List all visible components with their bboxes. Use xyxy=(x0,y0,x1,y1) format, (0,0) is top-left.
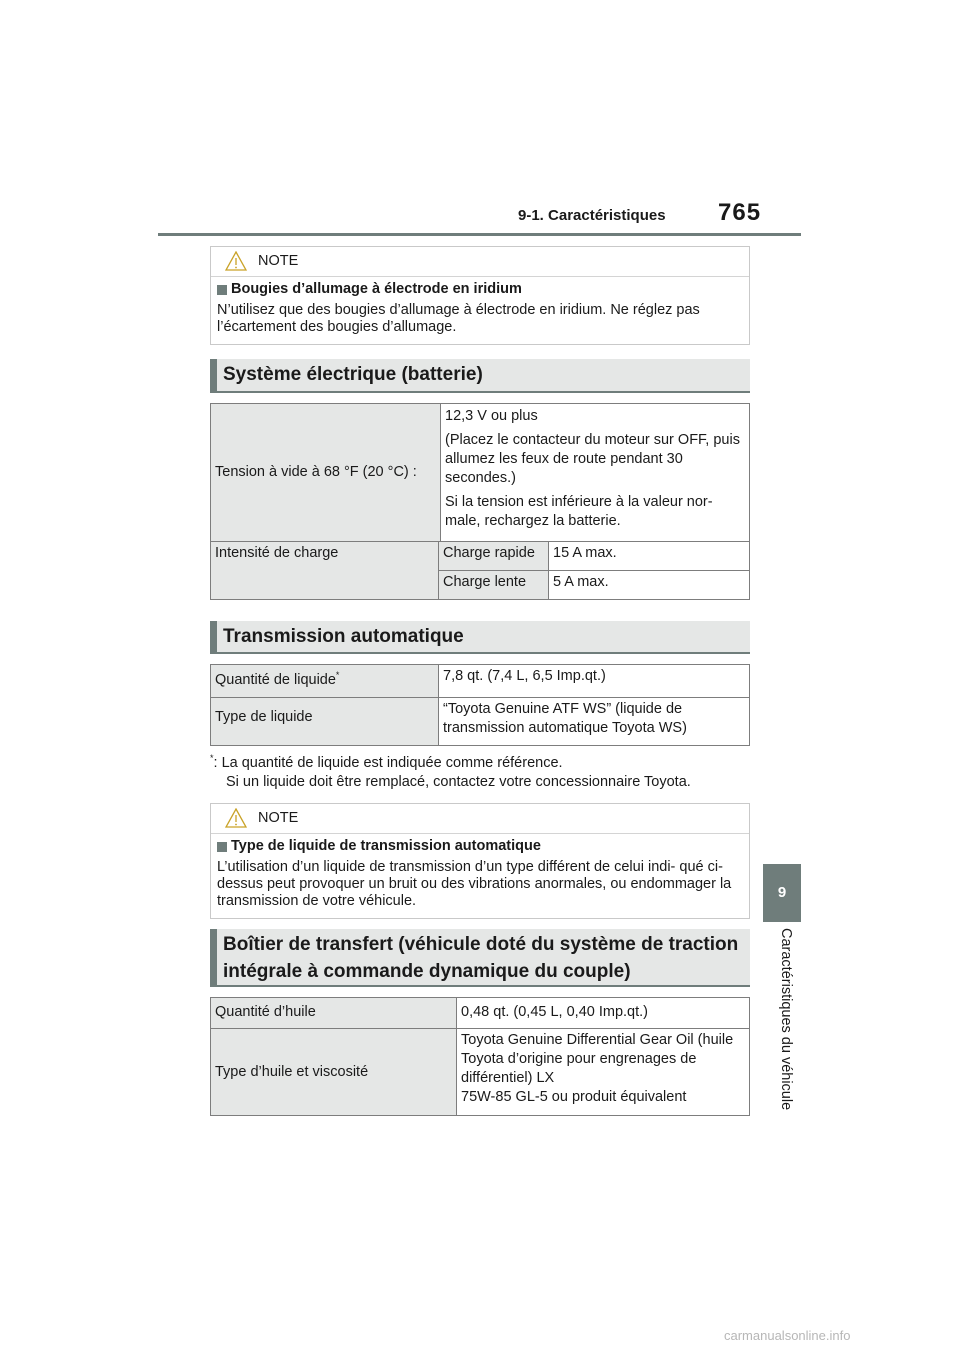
table-cell-value: 7,8 qt. (7,4 L, 6,5 Imp.qt.) xyxy=(439,665,750,698)
section-title-line: Boîtier de transfert (véhicule doté du système de traction xyxy=(223,934,739,955)
note-header xyxy=(211,247,749,277)
footnote-text: : La quantité de liquide est indiquée comme référence. xyxy=(213,755,563,771)
note-box-atf xyxy=(210,803,750,919)
table-cell-value: 0,48 qt. (0,45 L, 0,40 Imp.qt.) xyxy=(457,998,750,1029)
chapter-tab: 9 xyxy=(763,864,801,922)
transfer-table xyxy=(210,997,750,1116)
table-cell-value xyxy=(457,1029,750,1116)
section-header-transmission xyxy=(210,621,750,654)
note-text: L’utilisation d’un liquide de transmission d’un type différent de celui indi- qué ci-dessus peut provoquer un bruit ou des vibrations anormales, ou endommager la transmission de votre véhicule. xyxy=(217,859,732,909)
section-title-line: intégrale à commande dynamique du couple) xyxy=(223,961,631,982)
note-label: NOTE xyxy=(258,253,299,269)
warning-icon xyxy=(225,251,247,271)
note-subtitle-text: Bougies d’allumage à électrode en iridium xyxy=(231,281,522,297)
table-cell-label: Quantité d’huile xyxy=(211,998,457,1029)
value-paragraph: (Placez le contacteur du moteur sur OFF, puis allumez les feux de route pendant 30 secondes.) xyxy=(445,432,740,486)
battery-table xyxy=(210,403,750,600)
table-cell-label: Type de liquide xyxy=(211,698,439,746)
note-subtitle xyxy=(217,281,743,298)
value-paragraph: Toyota Genuine Differential Gear Oil (huile Toyota d’origine pour engrenages de différentiel) LX xyxy=(461,1032,734,1086)
table-cell-value: 15 A max. xyxy=(549,542,750,571)
square-bullet-icon xyxy=(217,285,227,295)
table-cell-label: Charge rapide xyxy=(439,542,549,571)
table-row xyxy=(211,1029,750,1116)
section-header-transfer xyxy=(210,929,750,987)
value-paragraph: 75W-85 GL-5 ou produit équivalent xyxy=(461,1089,687,1105)
note-text: N’utilisez que des bougies d’allumage à électrode en iridium. Ne réglez pas l’écartement des bougies d’allumage. xyxy=(217,302,700,335)
footnote-mark: * xyxy=(210,753,214,764)
note-body xyxy=(211,277,749,344)
table-cell-label: Type d’huile et viscosité xyxy=(211,1029,457,1116)
section-title: 9-1. Caractéristiques xyxy=(518,207,666,224)
table-cell-label xyxy=(211,665,439,698)
table-cell-value xyxy=(441,404,750,542)
warning-icon xyxy=(225,808,247,828)
footnote-line1 xyxy=(210,754,750,773)
section-bar xyxy=(210,621,217,652)
note-box-iridium xyxy=(210,246,750,345)
watermark: carmanualsonline.info xyxy=(724,1328,851,1343)
table-cell-label: Charge lente xyxy=(439,571,549,600)
note-subtitle-text: Type de liquide de transmission automatique xyxy=(231,838,541,854)
note-header xyxy=(211,804,749,834)
table-row xyxy=(211,698,750,746)
square-bullet-icon xyxy=(217,842,227,852)
value-paragraph: 12,3 V ou plus xyxy=(445,408,538,424)
footnote xyxy=(210,754,750,792)
note-label: NOTE xyxy=(258,810,299,826)
transmission-table xyxy=(210,664,750,746)
page-number: 765 xyxy=(718,199,762,226)
value-paragraph: Si la tension est inférieure à la valeur nor- male, rechargez la batterie. xyxy=(445,494,713,529)
note-subtitle xyxy=(217,838,743,855)
table-row xyxy=(211,998,750,1029)
footnote-mark: * xyxy=(335,670,340,681)
section-title-transmission: Transmission automatique xyxy=(223,626,464,647)
note-body xyxy=(211,834,749,918)
table-row xyxy=(211,404,750,542)
section-header-battery xyxy=(210,359,750,393)
section-bar xyxy=(210,359,217,391)
section-title-battery: Système électrique (batterie) xyxy=(223,364,483,385)
table-cell-value: “Toyota Genuine ATF WS” (liquide de transmission automatique Toyota WS) xyxy=(439,698,750,746)
table-cell-label: Intensité de charge xyxy=(211,542,439,600)
table-row xyxy=(211,542,750,571)
section-title-transfer xyxy=(210,929,750,985)
header-rule xyxy=(158,233,801,236)
footnote-line2: Si un liquide doit être remplacé, contactez votre concessionnaire Toyota. xyxy=(226,774,691,790)
table-cell-label: Tension à vide à 68 °F (20 °C) : xyxy=(211,404,441,542)
table-cell-value: 5 A max. xyxy=(549,571,750,600)
section-bar xyxy=(210,929,217,985)
table-row xyxy=(211,665,750,698)
chapter-label: Caractéristiques du véhicule xyxy=(778,928,794,1111)
qty-label: Quantité de liquide xyxy=(215,672,336,688)
